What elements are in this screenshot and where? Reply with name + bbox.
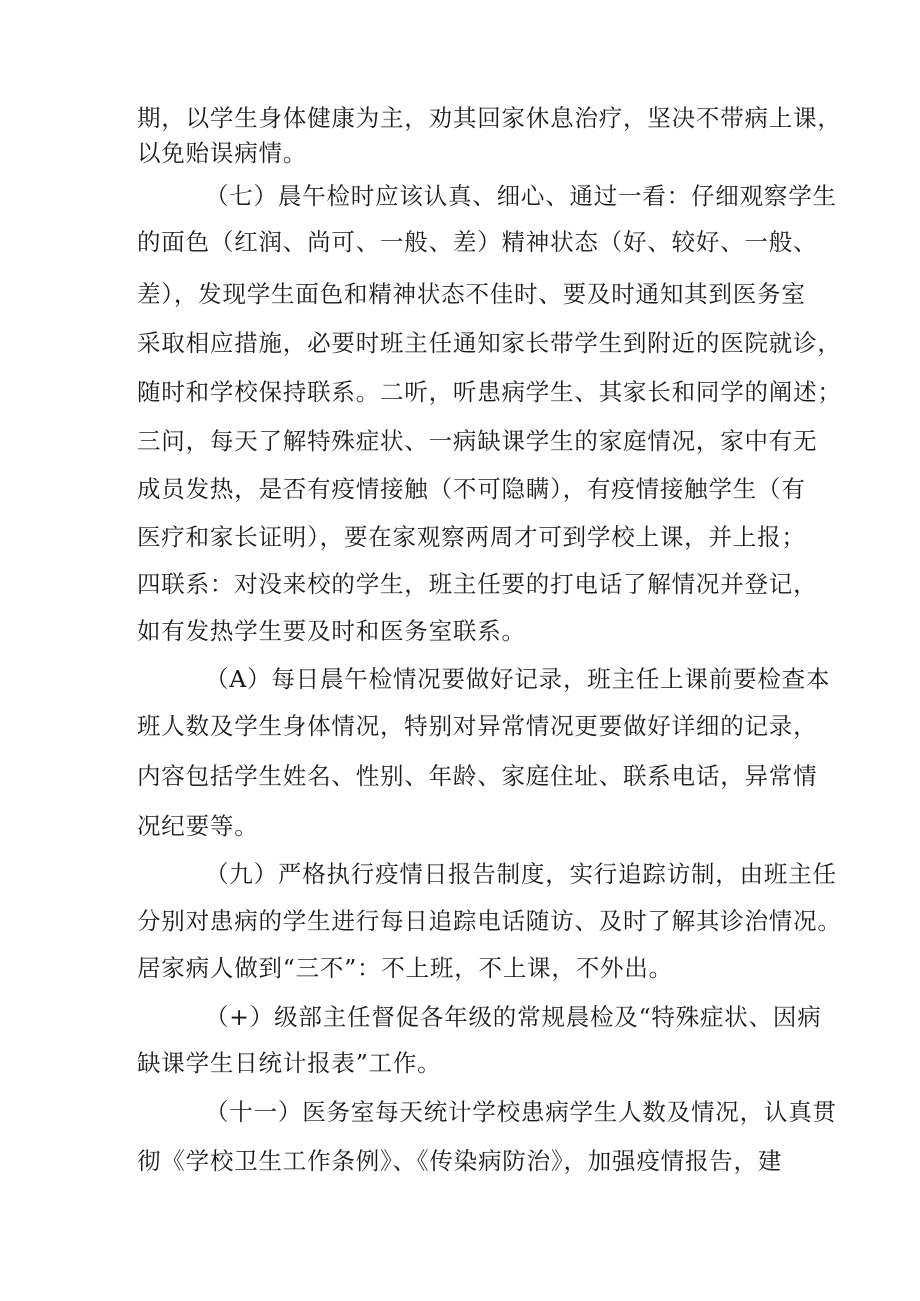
paragraph-8-start: （A）每日晨午检情况要做好记录，班主任上课前要检查本 bbox=[205, 665, 831, 693]
paragraph-11-start: （十一）医务室每天统计学校患病学生人数及情况，认真贯 bbox=[205, 1098, 837, 1126]
text-line: 的面色（红润、尚可、一般、差）精神状态（好、较好、一般、 bbox=[137, 228, 818, 256]
text-line: 成员发热，是否有疫情接触（不可隐瞒），有疫情接触学生（有 bbox=[137, 475, 806, 503]
text-line: 以免贻误病情。 bbox=[137, 139, 308, 167]
text-line: 采取相应措施，必要时班主任通知家长带学生到附近的医院就诊， bbox=[137, 329, 842, 357]
text-line: 期，以学生身体健康为主，劝其回家休息治疗，坚决不带病上课， bbox=[137, 104, 842, 132]
text-line: 分别对患病的学生进行每日追踪电话随访、及时了解其诊治情况。 bbox=[137, 907, 842, 935]
text-line: 班人数及学生身体情况，特别对异常情况更要做好详细的记录， bbox=[137, 712, 818, 740]
text-line: 内容包括学生姓名、性别、年龄、家庭住址、联系电话，异常情 bbox=[137, 762, 818, 790]
text-line: 居家病人做到“三不”：不上班，不上课，不外出。 bbox=[137, 954, 673, 982]
paragraph-9-start: （九）严格执行疫情日报告制度，实行追踪访制，由班主任 bbox=[205, 860, 837, 888]
text-line: 四联系：对没来校的学生，班主任要的打电话了解情况并登记， bbox=[137, 570, 818, 598]
text-line: 彻《学校卫生工作条例》、《传染病防治》，加强疫情报告，建 bbox=[137, 1147, 783, 1175]
text-line: 如有发热学生要及时和医务室联系。 bbox=[137, 617, 526, 645]
paragraph-7-start: （七）晨午检时应该认真、细心、通过一看：仔细观察学生 bbox=[205, 182, 837, 210]
text-line: 缺课学生日统计报表”工作。 bbox=[137, 1049, 442, 1077]
text-line: 随时和学校保持联系。二听，听患病学生、其家长和同学的阐述； bbox=[137, 378, 842, 406]
paragraph-10-start: （+）级部主任督促各年级的常规晨检及“特殊症状、因病 bbox=[205, 1003, 822, 1031]
text-line: 差），发现学生面色和精神状态不佳时、要及时通知其到医务室 bbox=[137, 280, 806, 308]
text-line: 医疗和家长证明），要在家观察两周才可到学校上课，并上报； bbox=[137, 523, 806, 551]
text-line: 三问，每天了解特殊症状、一病缺课学生的家庭情况，家中有无 bbox=[137, 427, 818, 455]
text-line: 况纪要等。 bbox=[137, 812, 259, 840]
